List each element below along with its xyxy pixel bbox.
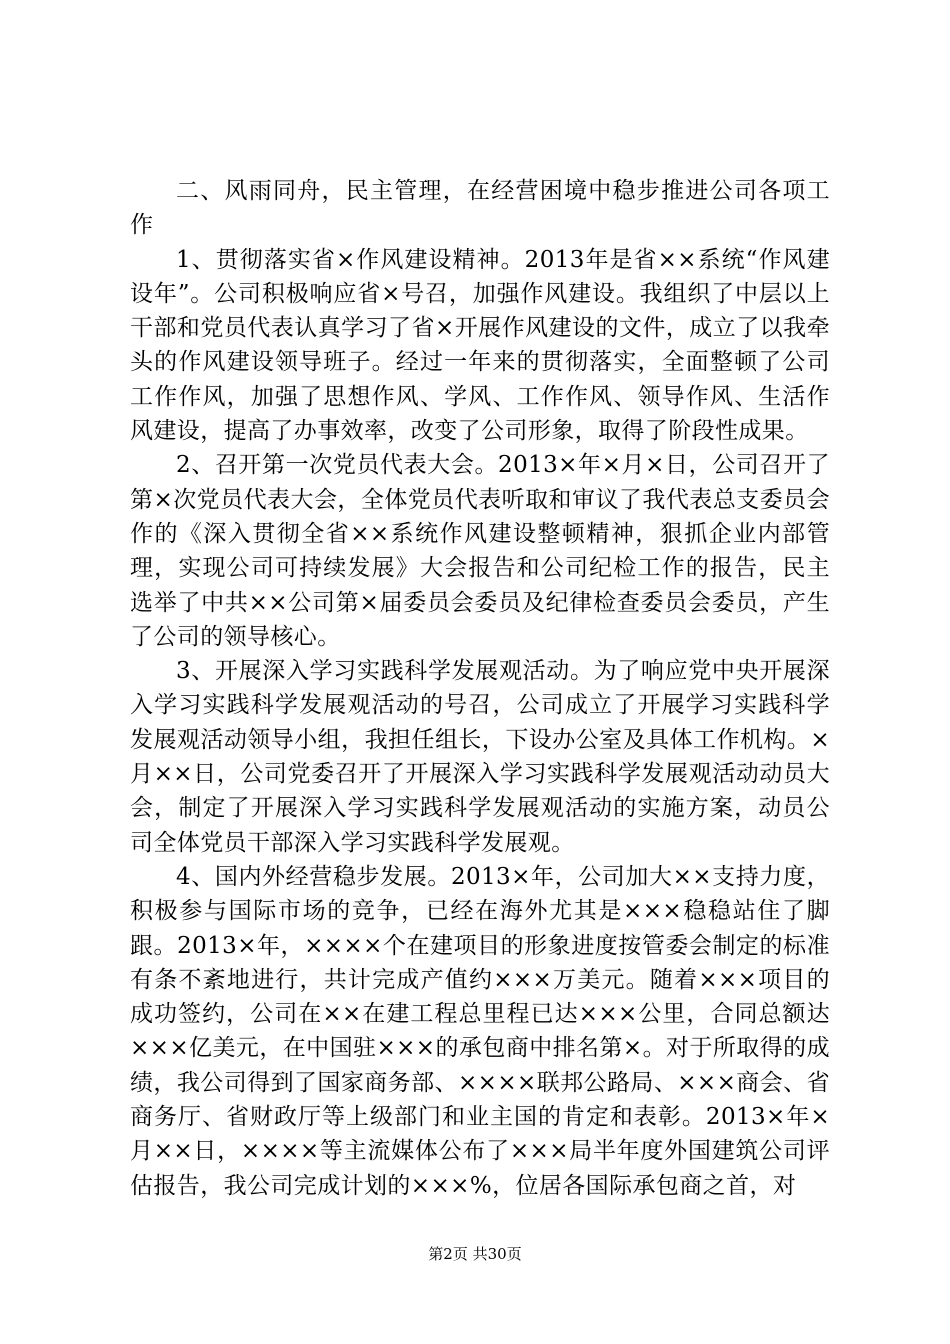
paragraph-2: 2、召开第一次党员代表大会。2013×年×月×日，公司召开了第×次党员代表大会，全体党员代表听取和审议了我代表总支委员会作的《深入贯彻全省××系统作风建设整顿精神，狠抓企业内部管理，实现公司可持续发展》大会报告和公司纪检工作的报告，民主选举了中共××公司第×届委员会委员及纪律检查委员会委员，产生了公司的领导核心。 [130, 452, 830, 650]
paragraph-1: 1、贯彻落实省×作风建设精神。2013年是省××系统“作风建设年”。公司积极响应省×号召，加强作风建设。我组织了中层以上干部和党员代表认真学习了省×开展作风建设的文件，成立了以我牵头的作风建设领导班子。经过一年来的贯彻落实，全面整顿了公司工作作风，加强了思想作风、学风、工作作风、领导作风、生活作风建设，提高了办事效率，改变了公司形象，取得了阶段性成果。 [130, 246, 830, 445]
paragraph-4: 4、国内外经营稳步发展。2013×年，公司加大××支持力度，积极参与国际市场的竞争，已经在海外尤其是×××稳稳站住了脚跟。2013×年，××××个在建项目的形象进度按管委会制定的标准有条不紊地进行，共计完成产值约×××万美元。随着×××项目的成功签约，公司在××在建工程总里程已达×××公里，合同总额达×××亿美元，在中国驻×××的承包商中排名第×。对于所取得的成绩，我公司得到了国家商务部、××××联邦公路局、×××商会、省商务厅、省财政厅等上级部门和业主国的肯定和表彰。2013×年×月××日，××××等主流媒体公布了×××局半年度外国建筑公司评估报告，我公司完成计划的×××%，位居各国际承包商之首，对 [130, 863, 830, 1199]
page-number-footer: 第2页 共30页 [428, 1245, 522, 1263]
section-heading: 二、风雨同舟，民主管理，在经营困境中稳步推进公司各项工作 [130, 178, 830, 239]
paragraph-3: 3、开展深入学习实践科学发展观活动。为了响应党中央开展深入学习实践科学发展观活动的号召，公司成立了开展学习实践科学发展观活动领导小组，我担任组长，下设办公室及具体工作机构。×月××日，公司党委召开了开展深入学习实践科学发展观活动动员大会，制定了开展深入学习实践科学发展观活动的实施方案，动员公司全体党员干部深入学习实践科学发展观。 [130, 658, 830, 856]
document-body [130, 174, 830, 1203]
